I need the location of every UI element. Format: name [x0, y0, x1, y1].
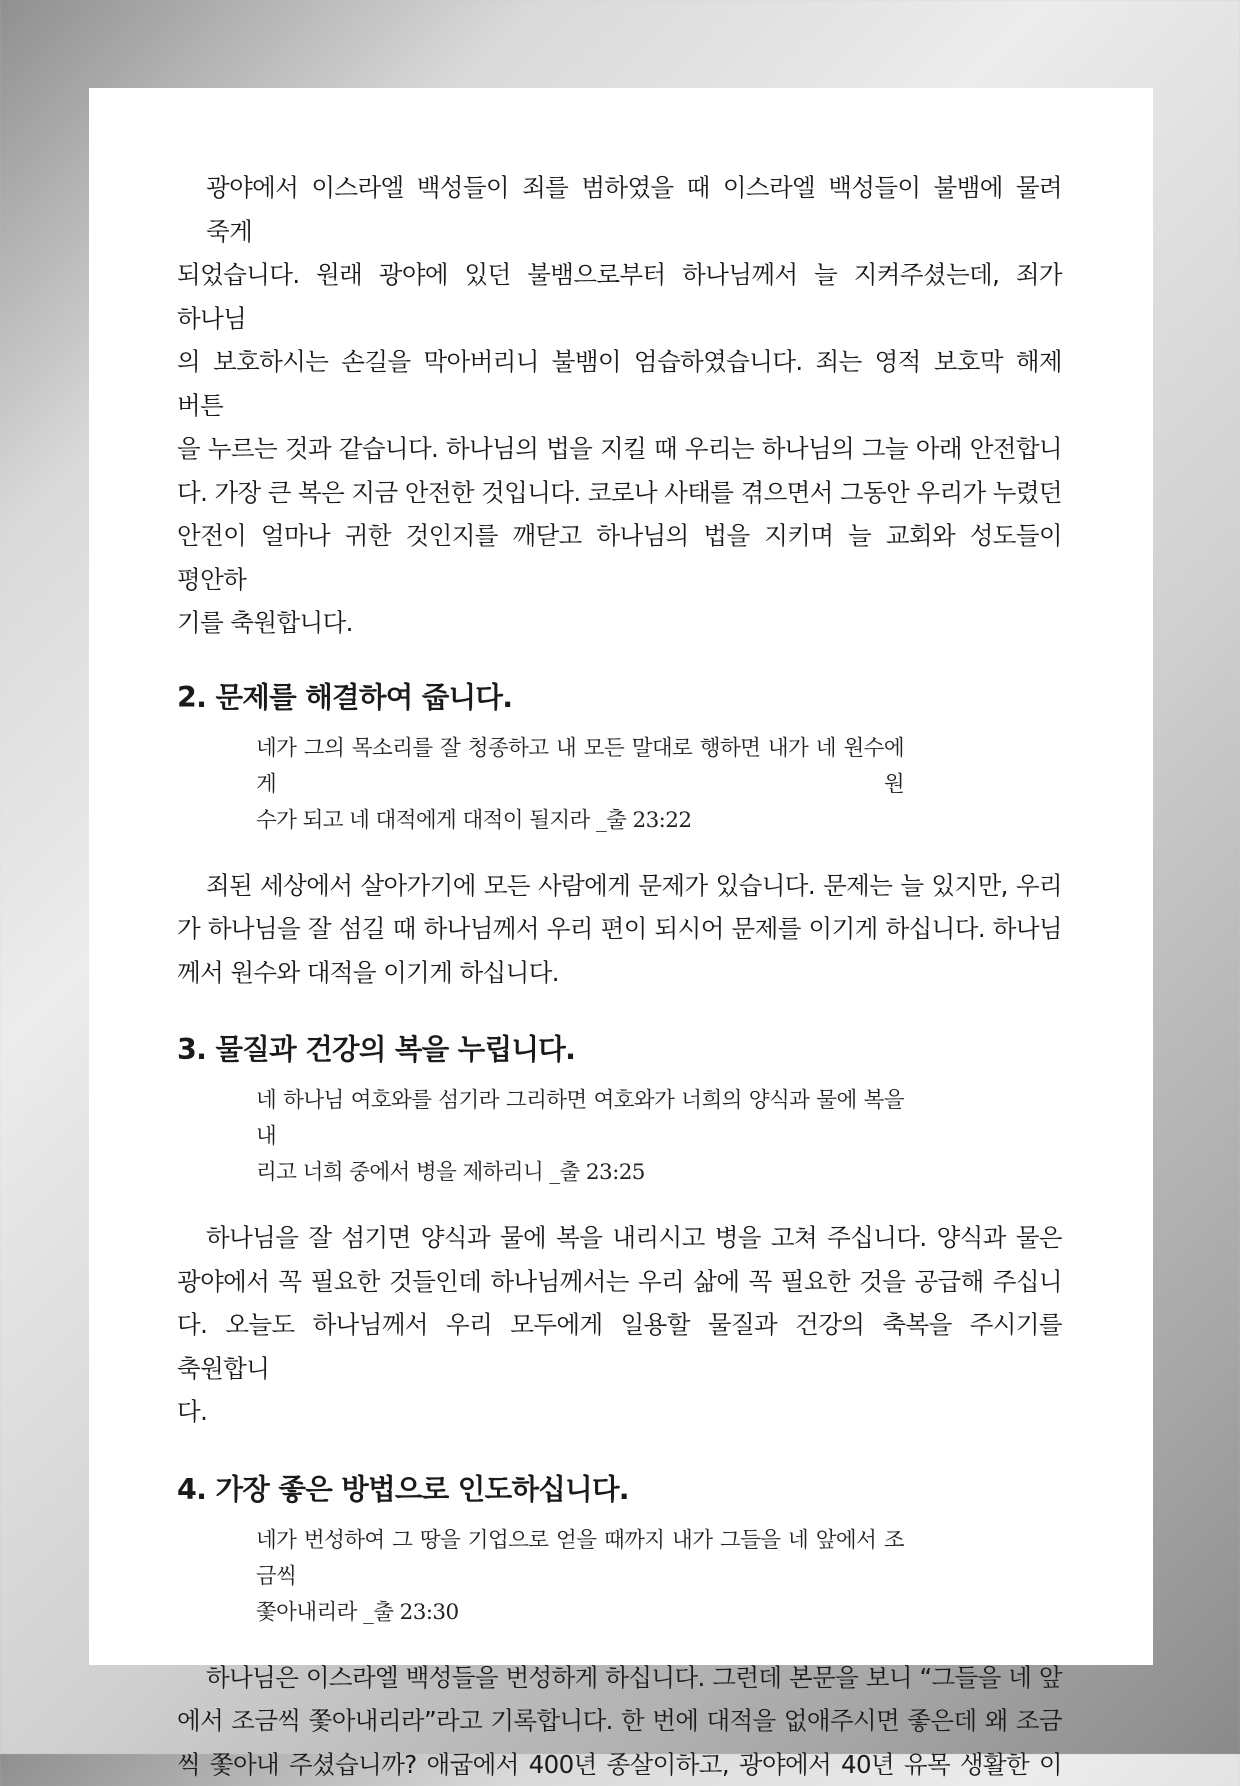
text-line: 가 하나님을 잘 섬길 때 하나님께서 우리 편이 되시어 문제를 이기게 하십니다. 하나님: [177, 907, 1062, 951]
text-line: 에서 조금씩 쫓아내리라”라고 기록합니다. 한 번에 대적을 없애주시면 좋은데 왜 조금: [177, 1699, 1062, 1743]
quote-line: 쫓아내리라 _출 23:30: [256, 1595, 904, 1631]
section-heading: 4. 가장 좋은 방법으로 인도하십니다.: [177, 1472, 1062, 1508]
quote-line: 수가 되고 네 대적에게 대적이 될지라 _출 23:22: [256, 803, 904, 839]
text-line: 씩 쫓아내 주셨습니까? 애굽에서 400년 종살이하고, 광야에서 40년 유목 생활한 이: [177, 1743, 1062, 1786]
text-line: 다.: [177, 1390, 1062, 1434]
quote-line: 네가 그의 목소리를 잘 청종하고 내 모든 말대로 행하면 내가 네 원수에게 원: [256, 731, 904, 803]
body-paragraph: [177, 864, 1062, 995]
text-line: 광야에서 꼭 필요한 것들인데 하나님께서는 우리 삶에 꼭 필요한 것을 공급해 주십니: [177, 1260, 1062, 1304]
intro-paragraph: [177, 166, 1062, 645]
text-line: 을 누르는 것과 같습니다. 하나님의 법을 지킬 때 우리는 하나님의 그늘 아래 안전합니: [177, 427, 1062, 471]
text-line: 기를 축원합니다.: [177, 601, 1062, 645]
quote-line: 네가 번성하여 그 땅을 기업으로 얻을 때까지 내가 그들을 네 앞에서 조금씩: [256, 1523, 904, 1595]
quote-line: 네 하나님 여호와를 섬기라 그리하면 여호와가 너희의 양식과 물에 복을 내: [256, 1083, 904, 1155]
text-line: 되었습니다. 원래 광야에 있던 불뱀으로부터 하나님께서 늘 지켜주셨는데, 죄가 하나님: [177, 253, 1062, 340]
text-line: 광야에서 이스라엘 백성들이 죄를 범하였을 때 이스라엘 백성들이 불뱀에 물려 죽게: [177, 166, 1062, 253]
scripture-quote: [177, 731, 904, 839]
quote-line: 리고 너희 중에서 병을 제하리니 _출 23:25: [256, 1155, 904, 1191]
text-line: 하나님은 이스라엘 백성들을 번성하게 하십니다. 그런데 본문을 보니 “그들을 네 앞: [177, 1656, 1062, 1700]
text-line: 죄된 세상에서 살아가기에 모든 사람에게 문제가 있습니다. 문제는 늘 있지만, 우리: [177, 864, 1062, 908]
body-paragraph: [177, 1216, 1062, 1434]
text-line: 께서 원수와 대적을 이기게 하십니다.: [177, 951, 1062, 995]
text-line: 다. 가장 큰 복은 지금 안전한 것입니다. 코로나 사태를 겪으면서 그동안 우리가 누렸던: [177, 471, 1062, 515]
section-heading: 2. 문제를 해결하여 줍니다.: [177, 680, 1062, 716]
section-heading: 3. 물질과 건강의 복을 누립니다.: [177, 1032, 1062, 1068]
text-line: 다. 오늘도 하나님께서 우리 모두에게 일용할 물질과 건강의 축복을 주시기를 축원합니: [177, 1303, 1062, 1390]
document-page: [89, 88, 1153, 1665]
body-paragraph: [177, 1656, 1062, 1786]
text-line: 의 보호하시는 손길을 막아버리니 불뱀이 엄습하였습니다. 죄는 영적 보호막 해제 버튼: [177, 340, 1062, 427]
text-line: 안전이 얼마나 귀한 것인지를 깨닫고 하나님의 법을 지키며 늘 교회와 성도들이 평안하: [177, 514, 1062, 601]
scripture-quote: [177, 1523, 904, 1631]
text-line: 하나님을 잘 섬기면 양식과 물에 복을 내리시고 병을 고쳐 주십니다. 양식과 물은: [177, 1216, 1062, 1260]
scripture-quote: [177, 1083, 904, 1191]
